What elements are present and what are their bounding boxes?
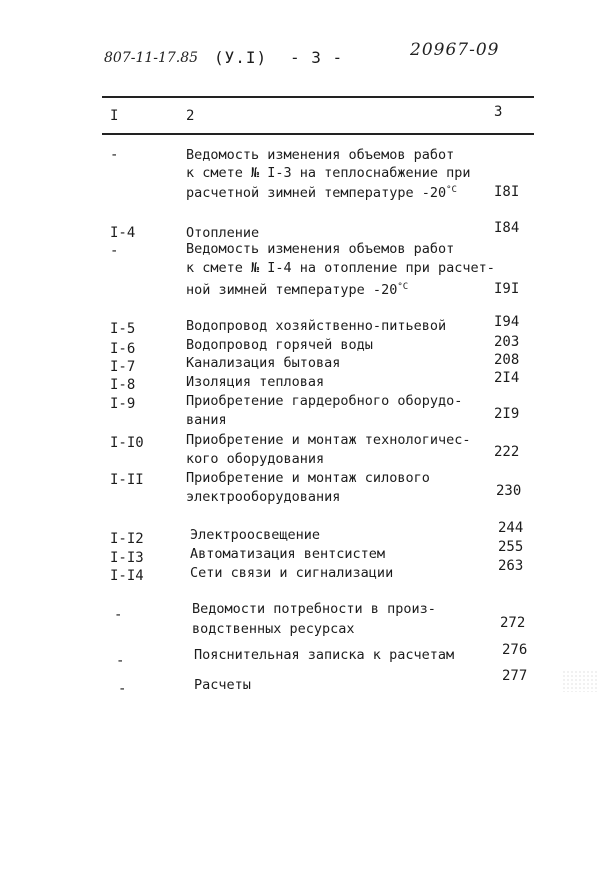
row-title-line: водственных ресурсах [192,621,355,637]
row-title-line: Сети связи и сигнализации [190,565,394,581]
table-header-rule [102,133,534,135]
row-page: 230 [496,483,522,499]
row-page: 272 [500,615,526,631]
row-title-line: ной зимней температуре $-20^{^\circ С}$ [186,282,409,298]
row-number: - [116,653,125,669]
row-title-line: кого оборудования [186,451,325,467]
row-page: 222 [494,444,520,460]
row-title-line: вания [186,412,227,428]
row-page: 203 [494,334,520,350]
row-page: 277 [502,668,528,684]
column-header-2: 2 [186,108,195,124]
row-title-line: Пояснительная записка к расчетам [194,647,455,663]
scan-smudge [562,670,598,692]
row-number: - [110,147,119,163]
degree-sign: °С [446,185,457,195]
row-title-line: Изоляция тепловая [186,374,325,390]
row-title-line: Водопровод горячей воды [186,337,373,353]
header-doc-number: 20967-09 [410,40,500,60]
row-page: I9I [494,281,520,297]
row-page: 2I4 [494,370,520,386]
row-title-line: Ведомость изменения объемов работ [186,147,455,163]
row-title-line: Приобретение и монтаж технологичес- [186,432,471,448]
row-title-line: Автоматизация вентсистем [190,546,386,562]
row-title-line: расчетной зимней температуре $-20^{^\circ С}$ [186,185,457,201]
row-title-line: Приобретение и монтаж силового [186,470,430,486]
row-title-line: Электроосвещение [190,527,321,543]
row-title-line: Расчеты [194,677,251,693]
degree-sign: °С [397,282,409,292]
row-page: I84 [494,220,520,236]
row-page: 244 [498,520,524,536]
row-page: 208 [494,352,520,368]
row-number: I-I0 [110,435,144,451]
row-page: 2I9 [494,406,520,422]
row-title-line: электрооборудования [186,489,341,505]
row-title-line: Водопровод хозяйственно-питьевой [186,318,447,334]
row-title-line: Ведомости потребности в произ- [192,601,436,617]
row-number: I-6 [110,341,136,357]
row-number: I-9 [110,396,136,412]
row-number: I-4 [110,225,136,241]
header-part: (У.I) [214,48,268,67]
table-top-rule [102,96,534,98]
row-page: 263 [498,558,524,574]
row-page: I8I [494,184,520,200]
row-title-line: Отопление [186,225,260,241]
row-title-line: к смете № I-4 на отопление при расчет- [186,260,495,276]
row-number: - [110,243,119,259]
header-page-number: - 3 - [290,48,344,67]
row-number: I-7 [110,359,136,375]
row-number: - [114,607,123,623]
row-number: I-I2 [110,531,144,547]
header-left-code: 807-11-17.85 [104,50,199,66]
row-title-line: Ведомость изменения объемов работ [186,241,455,257]
row-title-line: Канализация бытовая [186,355,341,371]
row-number: I-I3 [110,550,144,566]
row-number: - [118,681,127,697]
row-number: I-5 [110,321,136,337]
row-number: I-I4 [110,568,144,584]
row-page: 276 [502,642,528,658]
row-page: I94 [494,314,520,330]
column-header-1: I [110,108,119,124]
row-page: 255 [498,539,524,555]
column-header-3: 3 [494,104,503,120]
row-title-line: Приобретение гардеробного оборудо- [186,393,463,409]
row-number: I-8 [110,377,136,393]
row-number: I-II [110,472,144,488]
row-title-line: к смете № I-3 на теплоснабжение при [186,165,471,181]
